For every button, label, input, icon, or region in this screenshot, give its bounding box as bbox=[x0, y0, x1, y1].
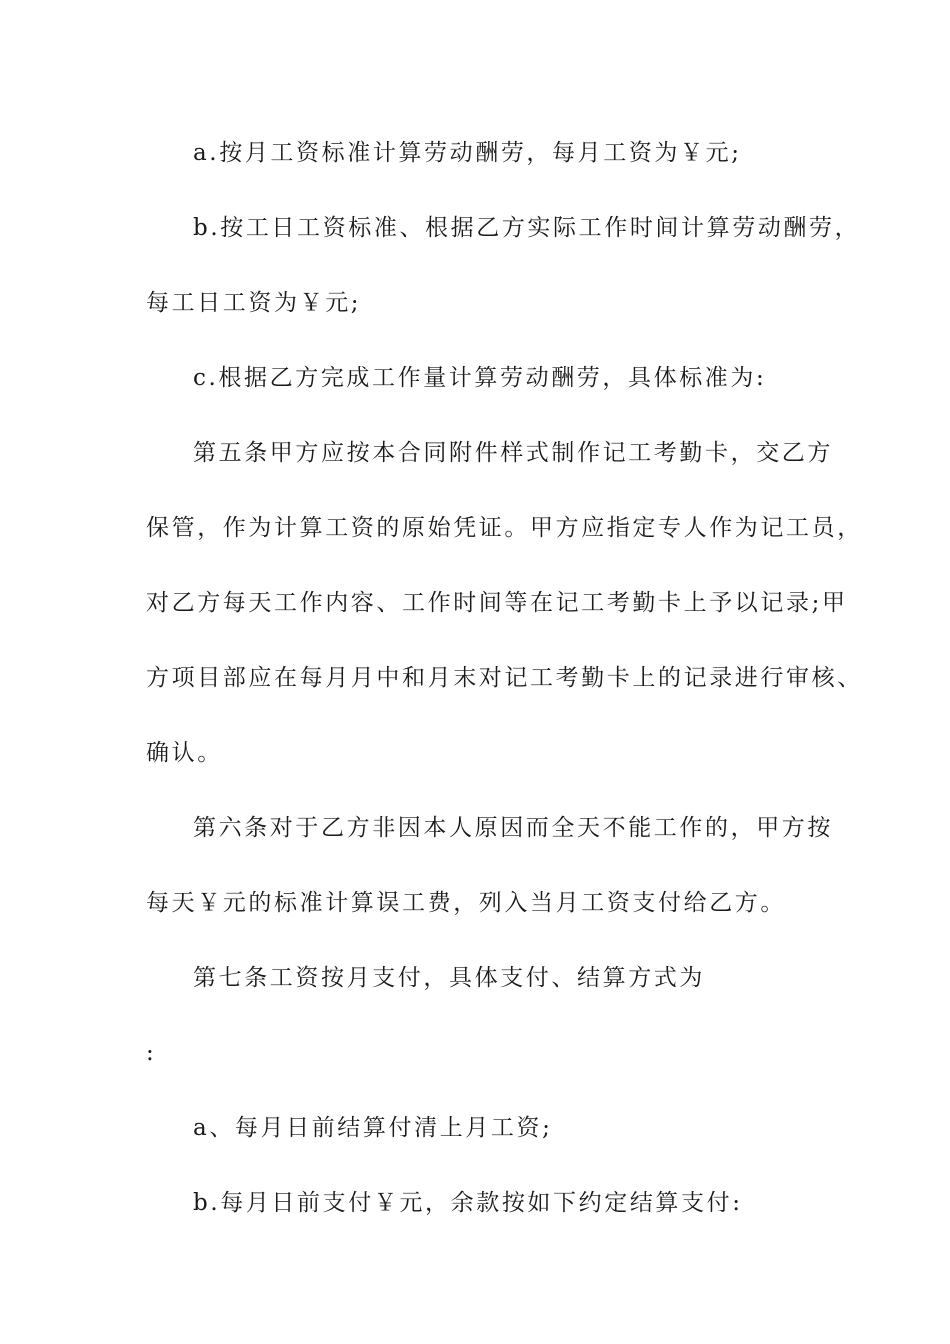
clause-b-daily-wage: b.按工日工资标准、根据乙方实际工作时间计算劳动酬劳， bbox=[193, 215, 861, 241]
article-6-paragraph: 第六条对于乙方非因本人原因而全天不能工作的，甲方按 bbox=[193, 815, 833, 841]
payment-item-b: b.每月日前支付￥元，余款按如下约定结算支付: bbox=[193, 1190, 743, 1216]
article-5-paragraph: 第五条甲方应按本合同附件样式制作记工考勤卡，交乙方 bbox=[193, 440, 833, 466]
article-5-line-4: 方项目部应在每月月中和月末对记工考勤卡上的记录进行审核、 bbox=[146, 665, 863, 691]
clause-c-workload-wage: c.根据乙方完成工作量计算劳动酬劳，具体标准为: bbox=[193, 365, 767, 391]
article-5-line-3: 对乙方每天工作内容、工作时间等在记工考勤卡上予以记录;甲 bbox=[146, 590, 848, 616]
article-7-colon: : bbox=[146, 1040, 157, 1066]
clause-a-monthly-wage: a.按月工资标准计算劳动酬劳，每月工资为￥元; bbox=[193, 140, 742, 166]
clause-b-daily-wage-cont: 每工日工资为￥元; bbox=[146, 290, 362, 316]
article-7-paragraph: 第七条工资按月支付，具体支付、结算方式为 bbox=[193, 965, 705, 991]
payment-item-a: a、每月日前结算付清上月工资; bbox=[193, 1115, 553, 1141]
article-5-line-2: 保管，作为计算工资的原始凭证。甲方应指定专人作为记工员， bbox=[146, 515, 863, 541]
article-5-line-5: 确认。 bbox=[146, 740, 223, 766]
article-6-line-2: 每天￥元的标准计算误工费，列入当月工资支付给乙方。 bbox=[146, 890, 786, 916]
